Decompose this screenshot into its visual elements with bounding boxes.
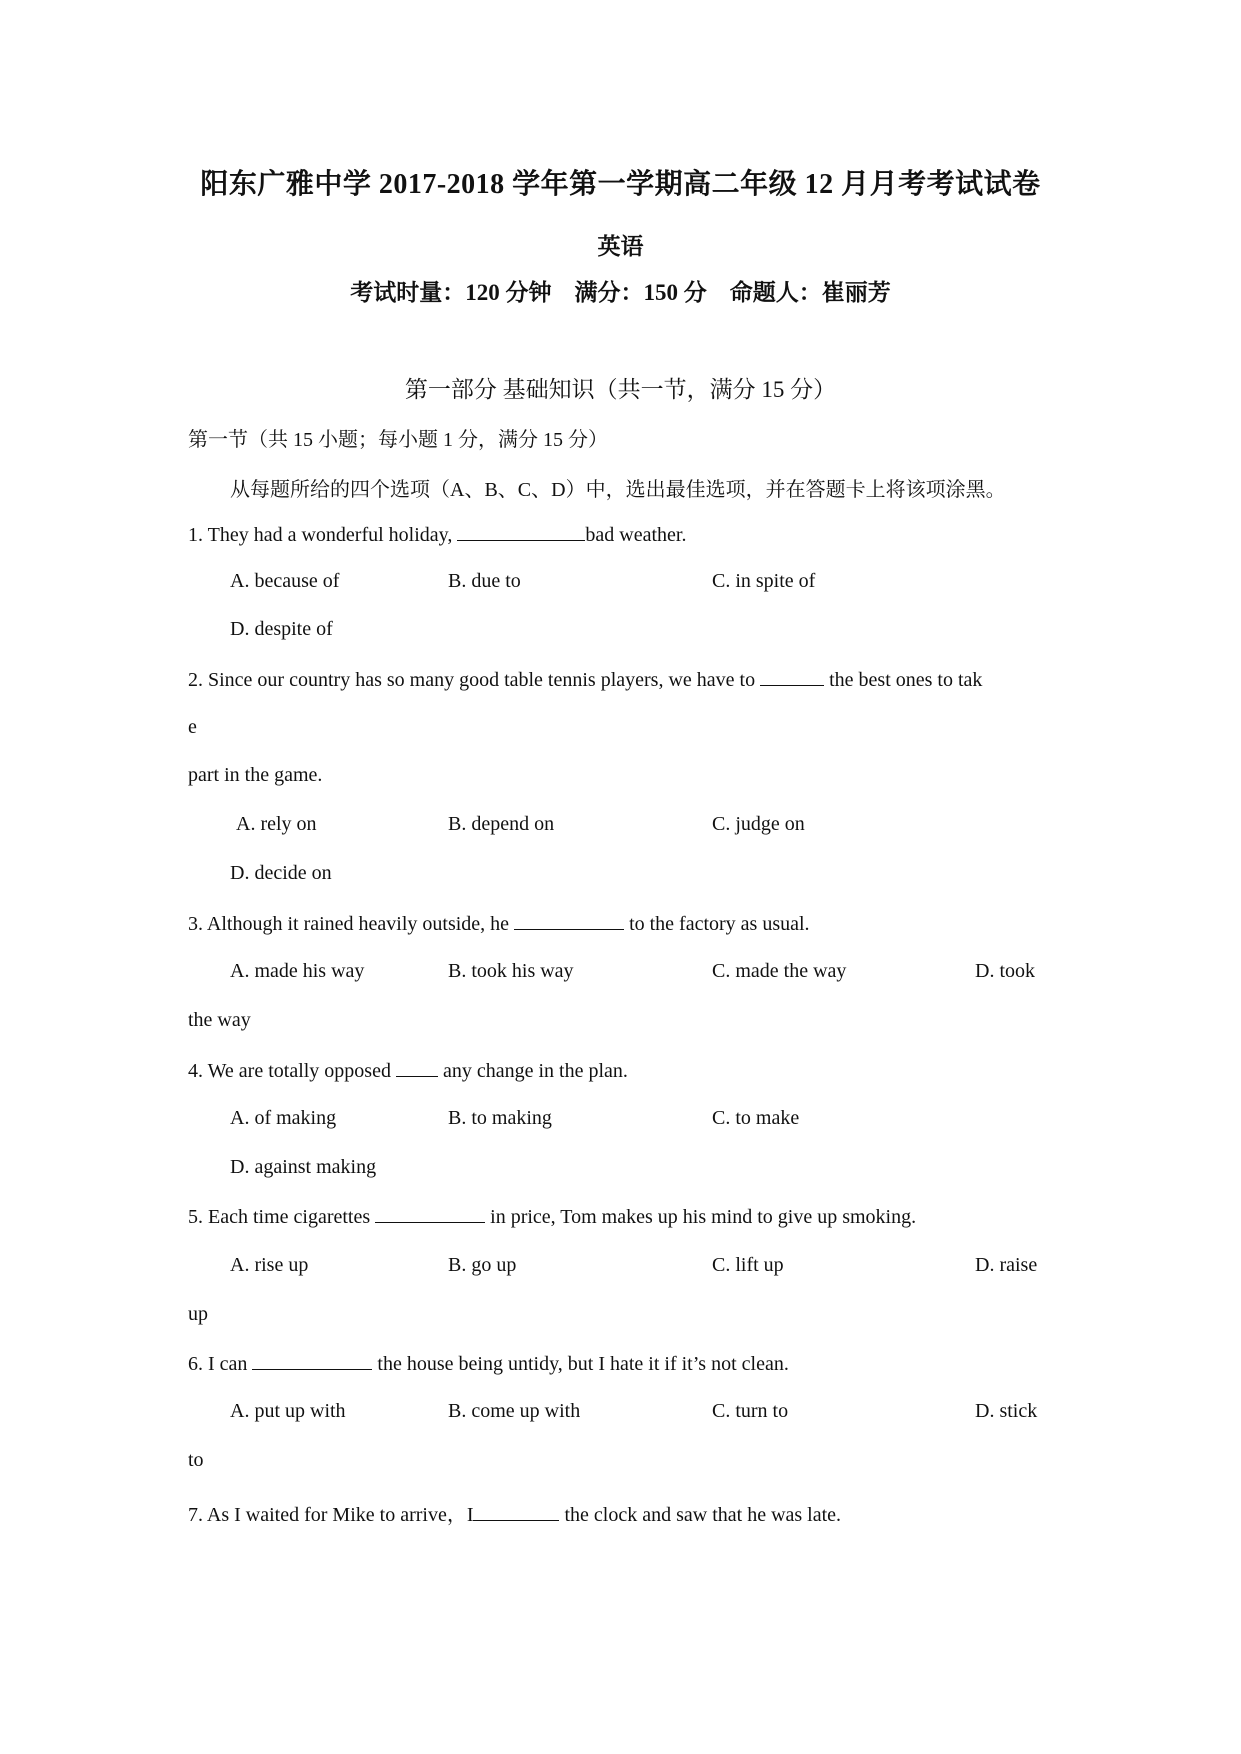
question-3-option-c: C. made the way (712, 960, 847, 982)
question-1-option-d: D. despite of (230, 618, 333, 640)
question-4-stem (188, 1058, 628, 1083)
question-7-stem (188, 1498, 841, 1527)
stem-part: in price, Tom makes up his mind to give up smoking. (485, 1206, 917, 1228)
question-5-option-c: C. lift up (712, 1254, 784, 1276)
answer-blank (457, 522, 585, 541)
question-3-option-a: A. made his way (230, 960, 365, 982)
stem-part: the best ones to tak (824, 669, 983, 691)
question-1-option-b: B. due to (448, 570, 521, 592)
question-3-option-b: B. took his way (448, 960, 574, 982)
stem-part: 2. Since our country has so many good table tennis players, we have to (188, 669, 761, 691)
stem-part: any change in the plan. (437, 1060, 628, 1082)
stem-part: 3. Although it rained heavily outside, he (188, 913, 515, 935)
stem-part: to the factory as usual. (624, 913, 810, 935)
exam-title: 阳东广雅中学 2017-2018 学年第一学期高二年级 12 月月考考试试卷 (200, 169, 1041, 200)
answer-blank (396, 1058, 438, 1077)
stem-part: the house being untidy, but I hate it if it’s not clean. (372, 1353, 789, 1375)
question-1-option-c: C. in spite of (712, 570, 816, 592)
instruction: 从每题所给的四个选项（A、B、C、D）中，选出最佳选项，并在答题卡上将该项涂黑。 (230, 479, 1006, 501)
part-title: 第一部分 基础知识（共一节，满分 15 分） (404, 377, 837, 402)
question-6-option-d: D. stick (975, 1400, 1038, 1422)
question-6-option-a: A. put up with (230, 1400, 346, 1422)
answer-blank (252, 1351, 372, 1370)
question-5-option-b: B. go up (448, 1254, 517, 1276)
question-6-option-b: B. come up with (448, 1400, 581, 1422)
answer-blank (375, 1204, 485, 1223)
question-2-option-b: B. depend on (448, 813, 555, 835)
question-1-stem (188, 522, 686, 547)
exam-info: 考试时量：120 分钟 满分：150 分 命题人：崔丽芳 (350, 280, 891, 305)
question-4-option-d: D. against making (230, 1156, 377, 1178)
question-4-option-a: A. of making (230, 1107, 337, 1129)
question-5-option-wrap: up (188, 1303, 208, 1325)
question-5-option-a: A. rise up (230, 1254, 309, 1276)
question-3-stem (188, 911, 810, 936)
question-4-option-c: C. to make (712, 1107, 800, 1129)
stem-part: 7. As I waited for Mike to arrive，I (188, 1504, 474, 1526)
answer-blank (473, 1502, 559, 1521)
question-6-option-wrap: to (188, 1449, 204, 1471)
question-5-stem (188, 1204, 916, 1229)
stem-part: the clock and saw that he was late. (559, 1504, 842, 1526)
question-3-option-wrap: the way (188, 1009, 251, 1031)
stem-part: 6. I can (188, 1353, 253, 1375)
stem-part: 5. Each time cigarettes (188, 1206, 376, 1228)
section-title: 第一节（共 15 小题；每小题 1 分，满分 15 分） (188, 429, 608, 451)
answer-blank (760, 667, 824, 686)
question-2-option-d: D. decide on (230, 862, 332, 884)
question-2-option-c: C. judge on (712, 813, 805, 835)
question-4-option-b: B. to making (448, 1107, 552, 1129)
question-6-option-c: C. turn to (712, 1400, 789, 1422)
stem-part: bad weather. (585, 524, 687, 546)
question-2-stem-wrap: e (188, 716, 197, 738)
answer-blank (514, 911, 624, 930)
question-1-option-a: A. because of (230, 570, 340, 592)
question-2-option-a: A. rely on (236, 813, 317, 835)
stem-part: 4. We are totally opposed (188, 1060, 396, 1082)
question-6-stem (188, 1351, 789, 1376)
question-2-stem-line2: part in the game. (188, 764, 323, 786)
stem-part: 1. They had a wonderful holiday, (188, 524, 458, 546)
question-5-option-d: D. raise (975, 1254, 1038, 1276)
question-3-option-d: D. took (975, 960, 1035, 982)
question-2-stem (188, 667, 982, 692)
exam-subject: 英语 (597, 234, 644, 259)
